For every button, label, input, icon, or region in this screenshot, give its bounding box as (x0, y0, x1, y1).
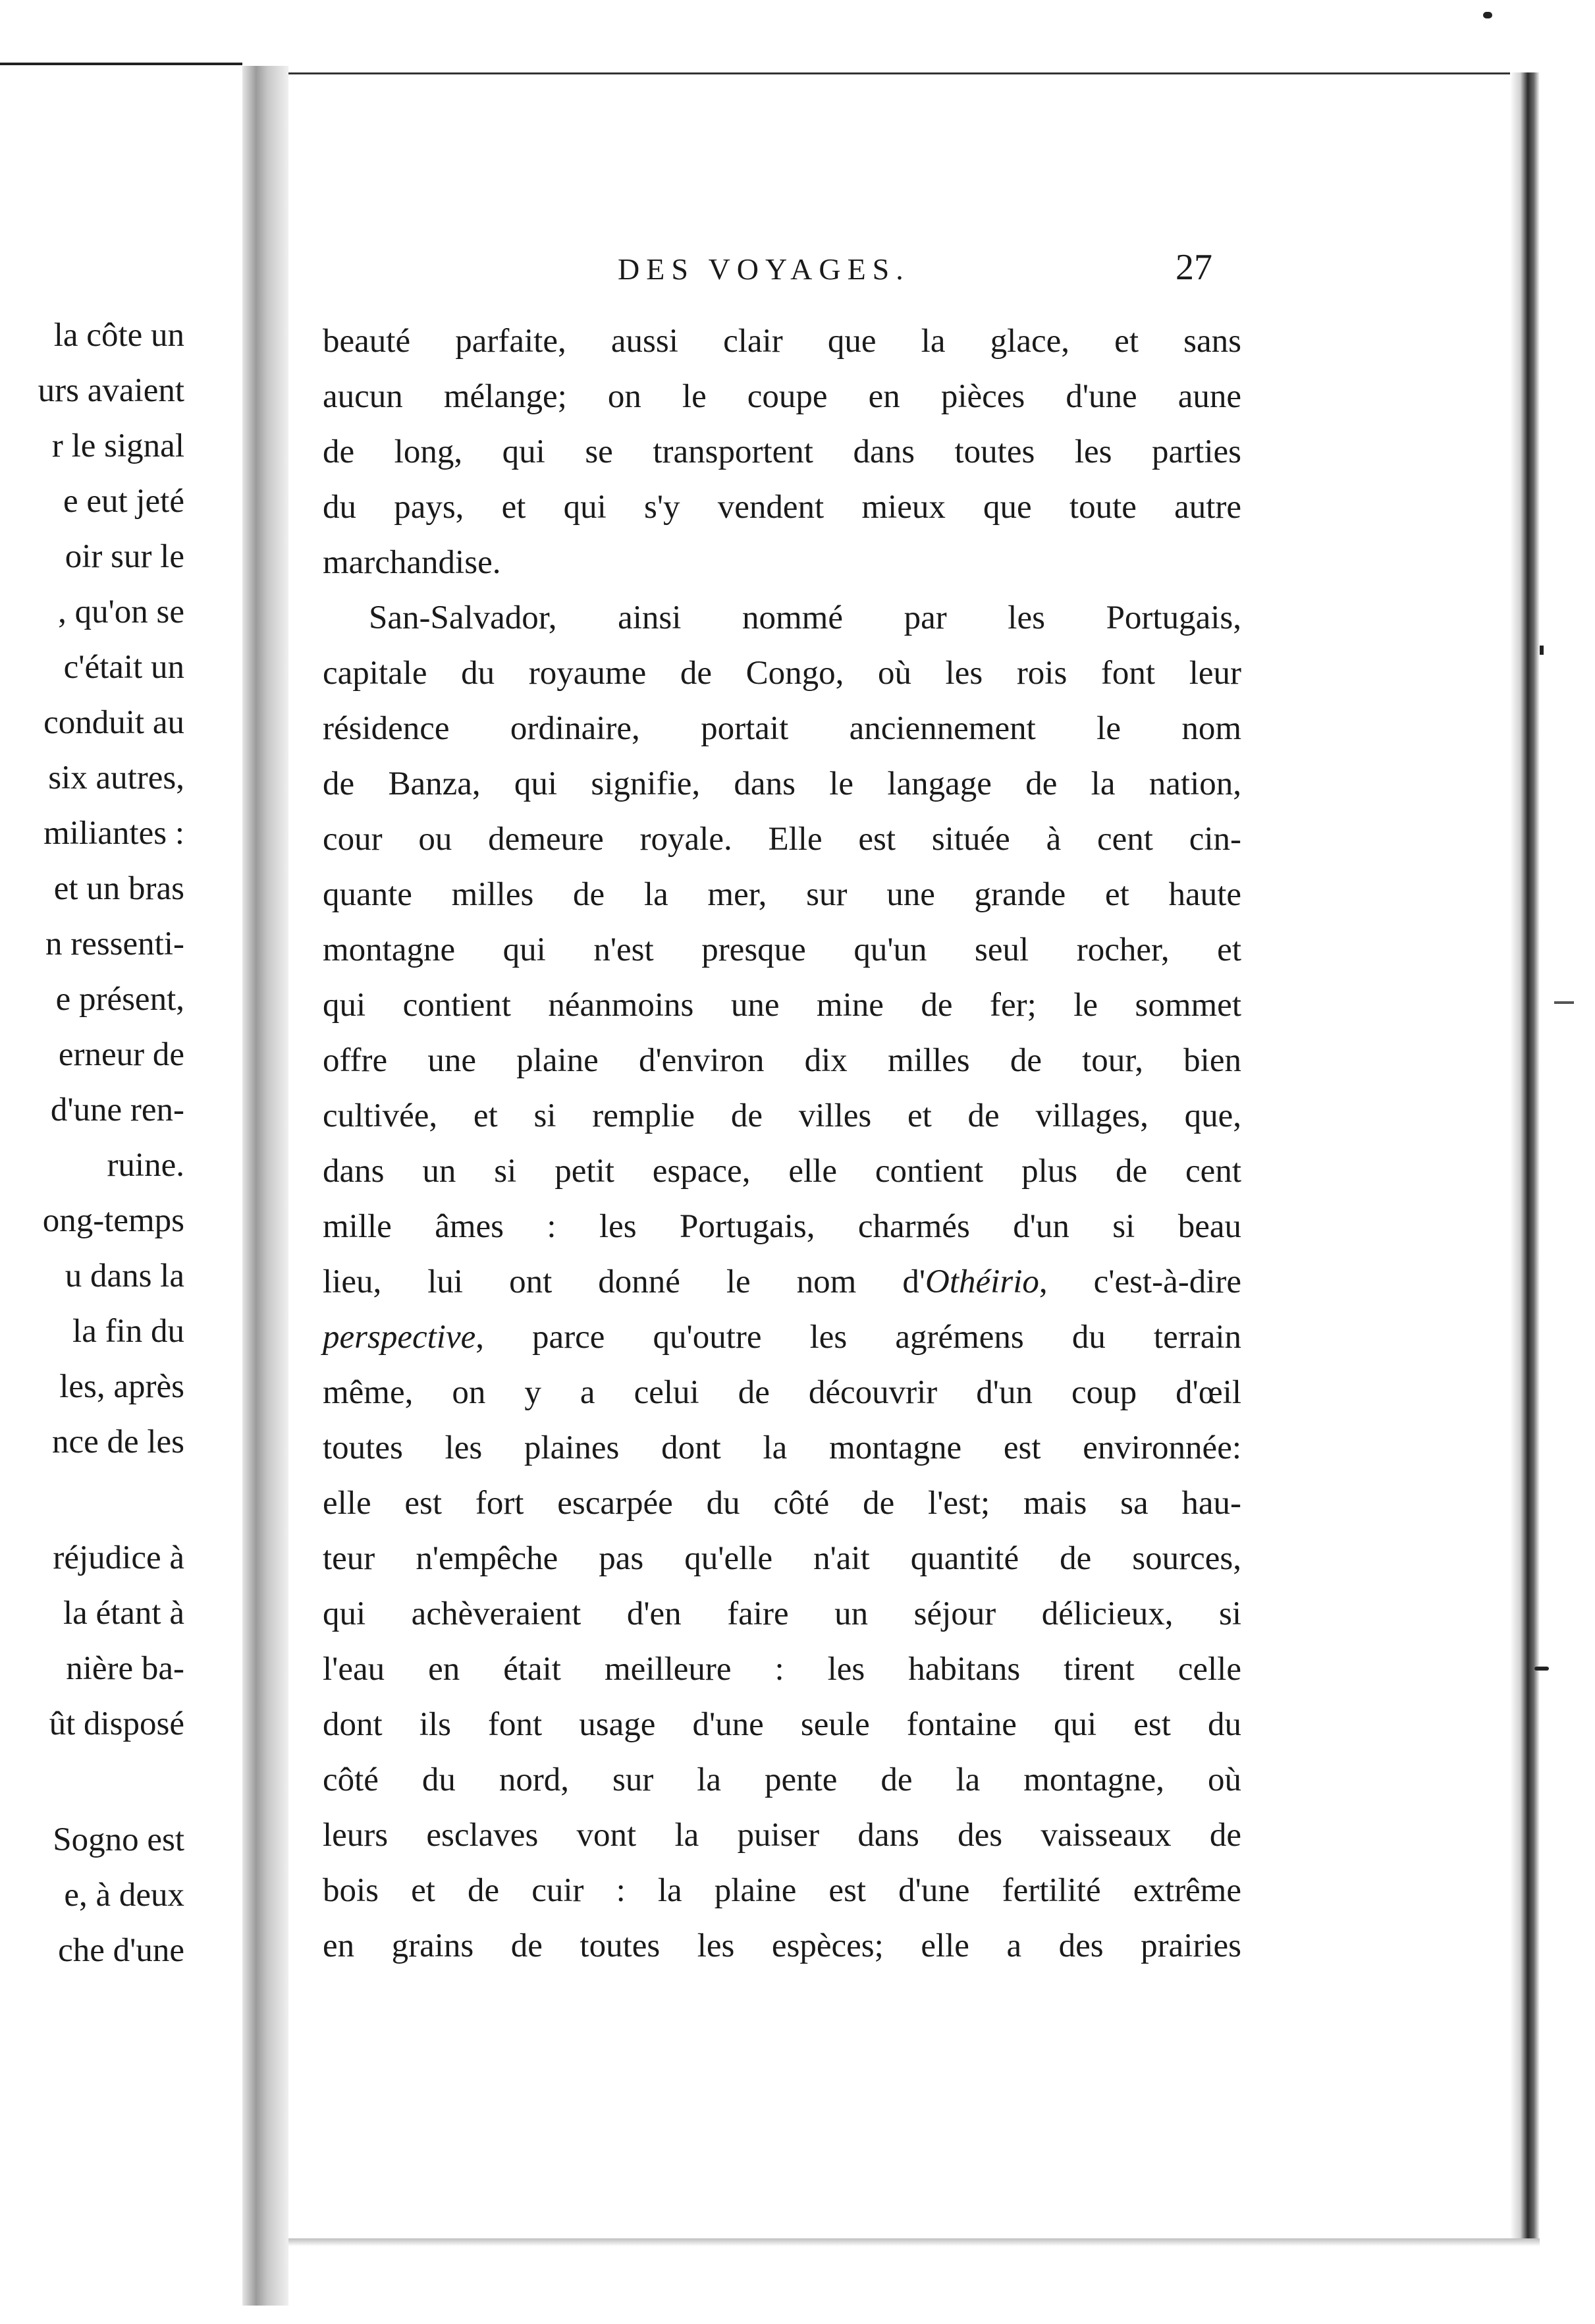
text-line: toutes les plaines dont la montagne est environnée: (323, 1429, 1241, 1466)
text-line: , qu'on se (58, 594, 184, 630)
text-line: de long, qui se transportent dans toutes les parties (323, 433, 1241, 470)
text-line: d'une ren- (50, 1092, 184, 1128)
text-line: les, après (59, 1368, 184, 1405)
text-line: quante milles de la mer, sur une grande et haute (323, 876, 1241, 913)
scan-speck (1483, 12, 1492, 18)
text-line: n ressenti- (45, 926, 184, 962)
text-line: réjudice à (53, 1539, 184, 1576)
scan-speck (1534, 1667, 1549, 1671)
text-line: oir sur le (65, 538, 184, 575)
text-segment: lieu, lui ont donné le nom d' (323, 1263, 926, 1300)
text-line: ong-temps (42, 1202, 184, 1239)
text-line: teur n'empêche pas qu'elle n'ait quantité de sources, (323, 1540, 1241, 1577)
text-line: r le signal (51, 428, 184, 464)
text-line: qui achèveraient d'en faire un séjour délicieux, si (323, 1595, 1241, 1632)
text-line: en grains de toutes les espèces; elle a des prairies (323, 1927, 1241, 1964)
page-edge-shadow (1510, 72, 1540, 2246)
text-line: bois et de cuir : la plaine est d'une fertilité extrême (323, 1872, 1241, 1909)
text-line: leurs esclaves vont la puiser dans des vaisseaux de (323, 1817, 1241, 1854)
text-line: même, on y a celui de découvrir d'un coup d'œil (323, 1374, 1241, 1411)
text-line: e, à deux (64, 1877, 184, 1914)
text-line: côté du nord, sur la pente de la montagne, où (323, 1761, 1241, 1798)
text-line: beauté parfaite, aussi clair que la glace, et sans (323, 323, 1241, 360)
text-line: résidence ordinaire, portait anciennement le nom (323, 710, 1241, 747)
text-line (323, 1310, 1241, 1365)
text-line: et un bras (53, 870, 184, 907)
text-line: erneur de (58, 1036, 184, 1073)
text-segment: , parce qu'outre les agrémens du terrain (475, 1319, 1241, 1356)
text-line: nière ba- (66, 1650, 184, 1687)
paragraph-start-line: San-Salvador, ainsi nommé par les Portugais, (369, 599, 1241, 636)
text-line: la côte un (53, 317, 184, 354)
text-line: c'était un (63, 649, 184, 686)
page-bottom-shadow (288, 2238, 1540, 2246)
text-line: cour ou demeure royale. Elle est située à cent cin- (323, 821, 1241, 858)
text-line: miliantes : (43, 815, 184, 852)
text-line: u dans la (65, 1258, 184, 1294)
page-number: 27 (1176, 247, 1212, 288)
previous-page-fragment (0, 63, 242, 2308)
text-line: capitale du royaume de Congo, où les rois font leur (323, 655, 1241, 692)
text-line: la fin du (72, 1313, 184, 1350)
text-line: offre une plaine d'environ dix milles de tour, bien (323, 1042, 1241, 1079)
text-line: de Banza, qui signifie, dans le langage de la nation, (323, 765, 1241, 802)
text-line: du pays, et qui s'y vendent mieux que toute autre (323, 489, 1241, 526)
text-line: l'eau en était meilleure : les habitans tirent celle (323, 1651, 1241, 1688)
italic-term: perspective (323, 1319, 476, 1356)
text-line: six autres, (48, 760, 184, 796)
text-line: la étant à (63, 1595, 184, 1632)
text-line: e présent, (55, 981, 184, 1018)
text-line: montagne qui n'est presque qu'un seul rocher, et (323, 931, 1241, 968)
text-line: ruine. (107, 1147, 184, 1184)
scan-speck (1554, 1001, 1574, 1004)
book-spine-gutter (242, 66, 288, 2306)
text-line: Sogno est (53, 1821, 184, 1858)
text-line: aucun mélange; on le coupe en pièces d'une aune (323, 378, 1241, 415)
text-line: nce de les (51, 1424, 184, 1460)
text-line: cultivée, et si remplie de villes et de villages, que, (323, 1097, 1241, 1134)
text-line: e eut jeté (63, 483, 184, 520)
text-line: dont ils font usage d'une seule fontaine qui est du (323, 1706, 1241, 1743)
text-line: ût disposé (49, 1705, 184, 1742)
text-line: che d'une (58, 1932, 184, 1969)
text-line: dans un si petit espace, elle contient plus de cent (323, 1153, 1241, 1190)
text-line: urs avaient (38, 372, 184, 409)
text-segment: , c'est-à-dire (1039, 1263, 1241, 1300)
text-line: qui contient néanmoins une mine de fer; le sommet (323, 987, 1241, 1024)
text-line: marchandise. (323, 544, 501, 581)
running-head: DES VOYAGES. (618, 252, 910, 286)
text-line: conduit au (43, 704, 184, 741)
text-line: mille âmes : les Portugais, charmés d'un si beau (323, 1208, 1241, 1245)
scan-speck (1540, 646, 1544, 655)
italic-term: Othéirio (925, 1263, 1039, 1300)
text-line: elle est fort escarpée du côté de l'est; mais sa hau- (323, 1485, 1241, 1522)
text-line (323, 1254, 1241, 1310)
